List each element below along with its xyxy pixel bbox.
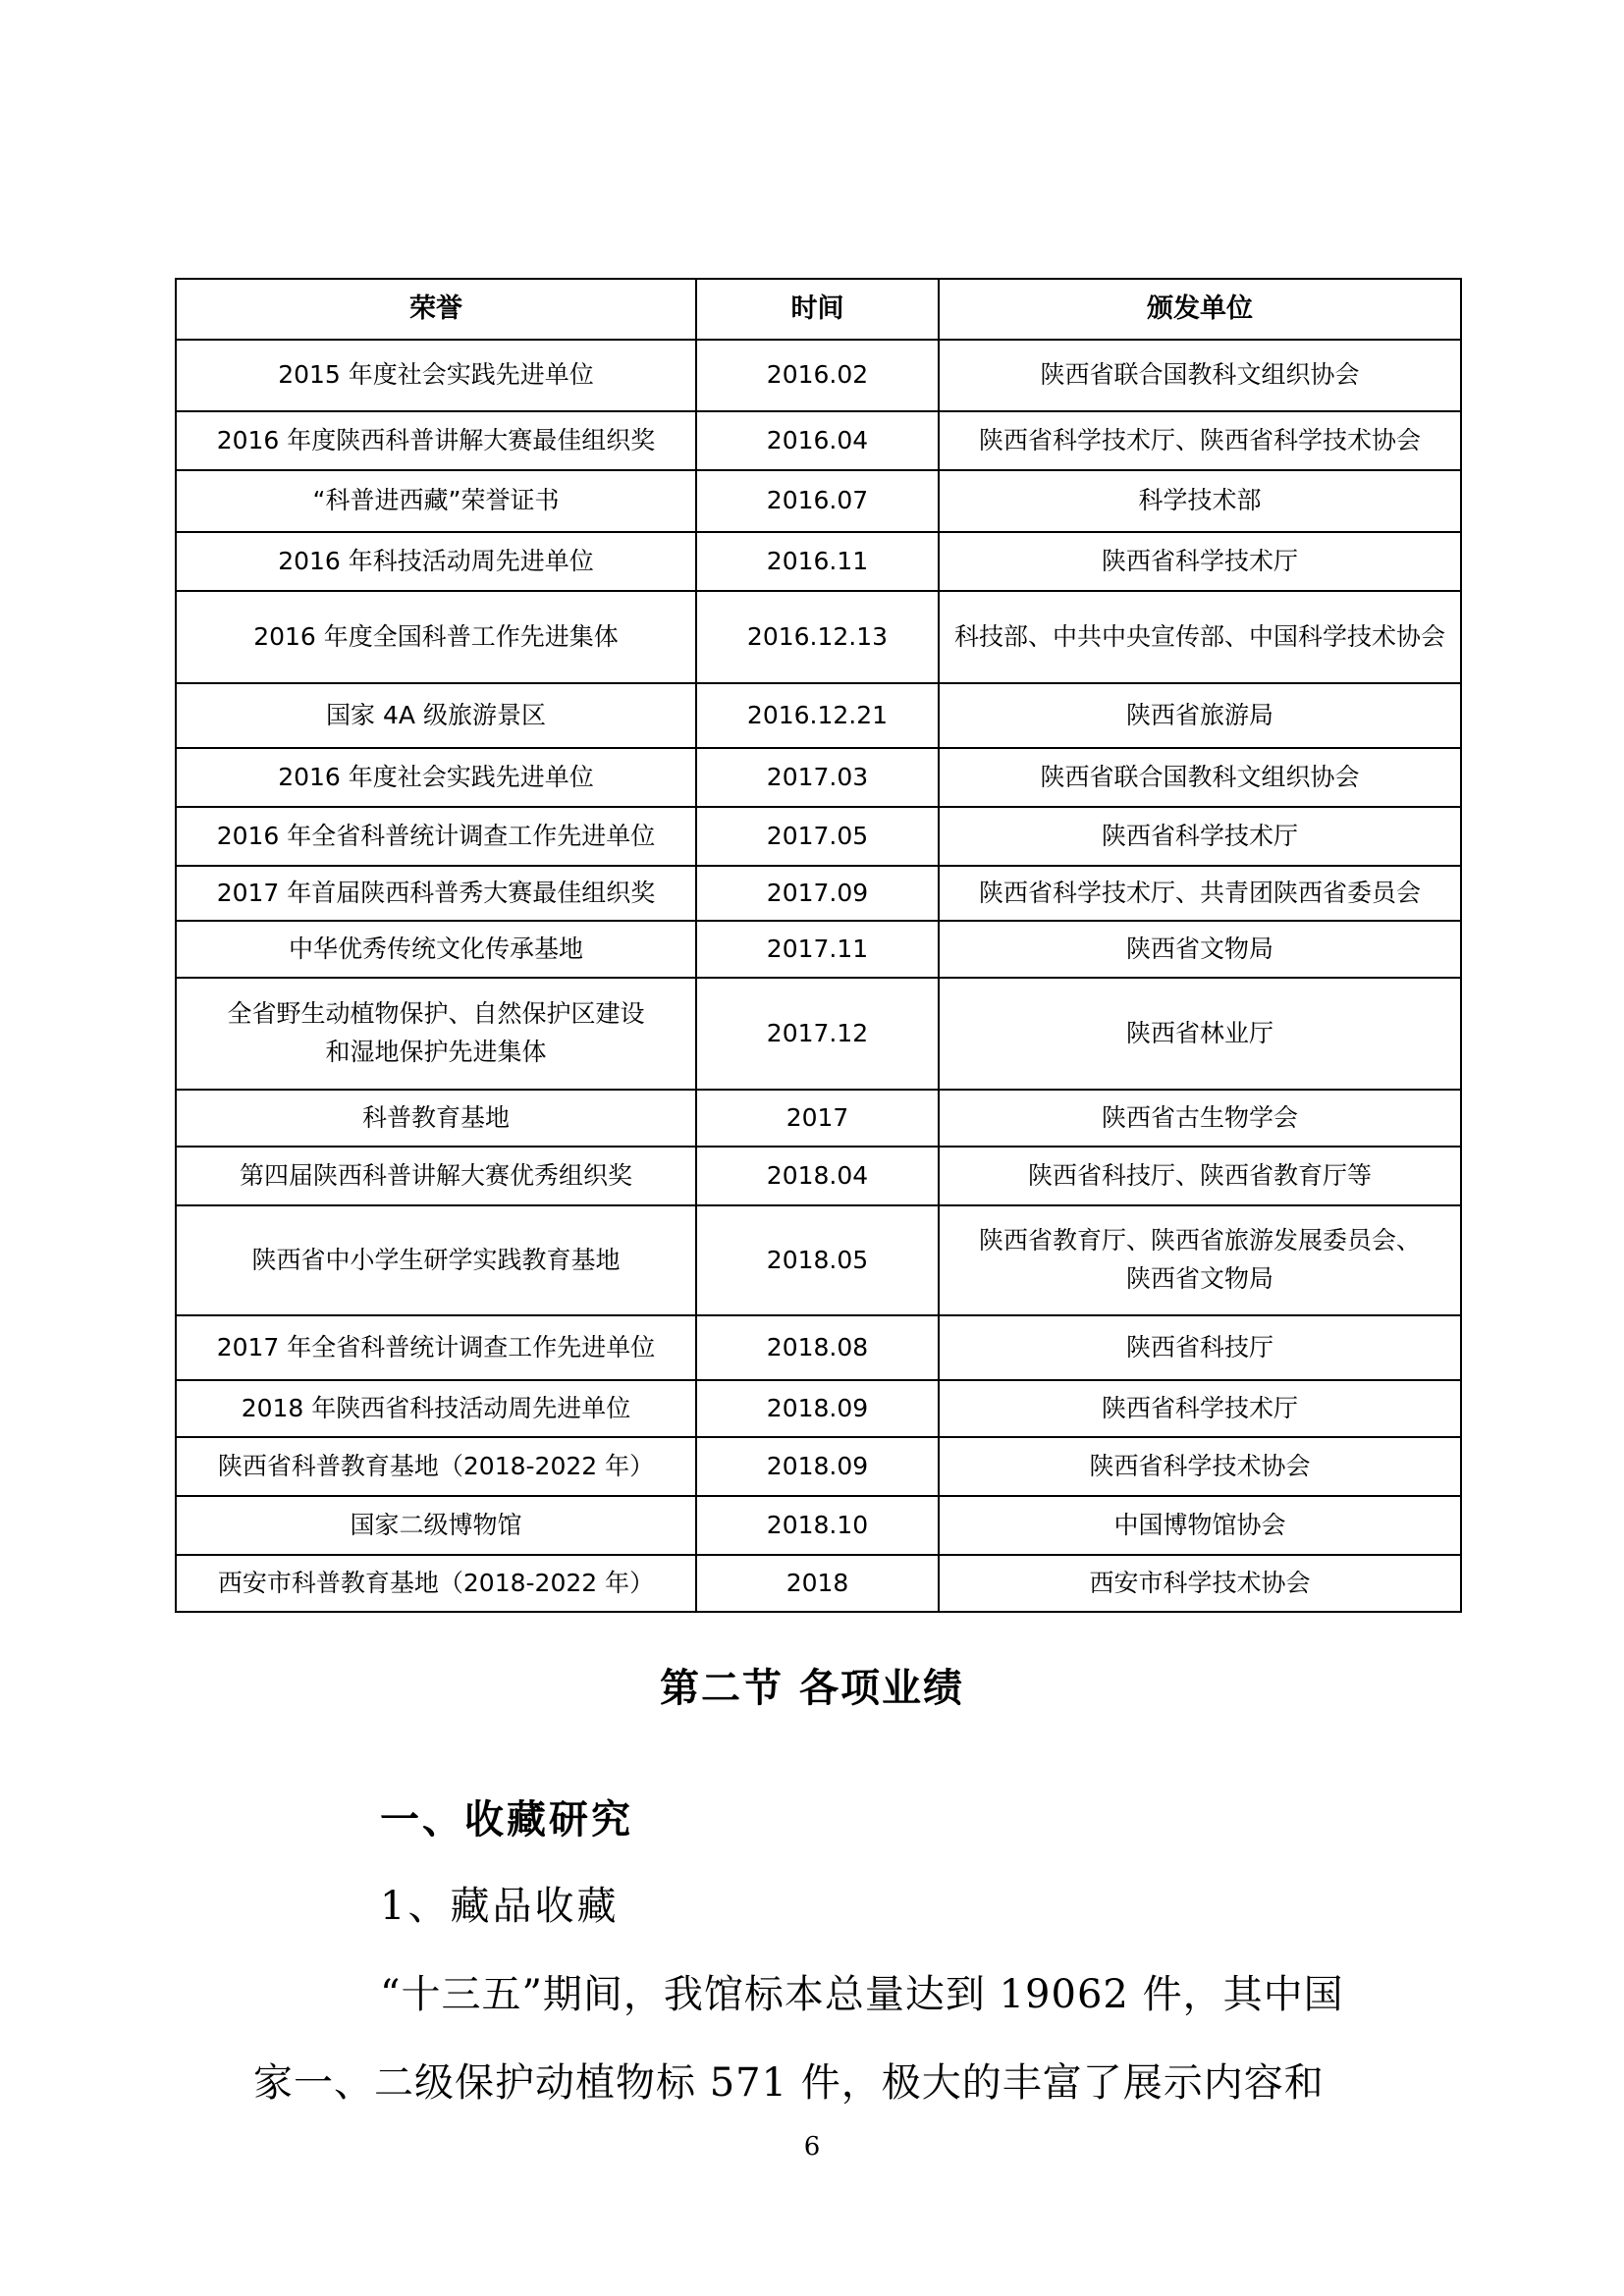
table-row (176, 1090, 1461, 1147)
table-row (176, 1437, 1461, 1496)
paragraph-line: 家一、二级保护动植物标 571 件，极大的丰富了展示内容和 (253, 2060, 1325, 2106)
honor-line: 全省野生动植物保护、自然保护区建设 (227, 999, 645, 1029)
honor-cell (176, 978, 696, 1090)
time-cell: 2016.12.21 (696, 683, 939, 748)
table-row (176, 683, 1461, 748)
honor-cell: 2017 年首届陕西科普秀大赛最佳组织奖 (176, 866, 696, 921)
time-cell: 2018.10 (696, 1496, 939, 1555)
table-row (176, 340, 1461, 411)
honor-cell: 西安市科普教育基地（2018-2022 年） (176, 1555, 696, 1612)
time-cell: 2018.09 (696, 1437, 939, 1496)
time-cell: 2018.09 (696, 1380, 939, 1437)
table-row (176, 1380, 1461, 1437)
honors-table (175, 278, 1462, 1613)
honor-cell: 陕西省中小学生研学实践教育基地 (176, 1205, 696, 1315)
issuer-cell: 陕西省科技厅 (939, 1315, 1461, 1380)
time-cell: 2016.02 (696, 340, 939, 411)
table-row (176, 921, 1461, 978)
table-row (176, 411, 1461, 470)
table-row (176, 470, 1461, 532)
time-cell: 2018.04 (696, 1147, 939, 1205)
time-cell: 2017.09 (696, 866, 939, 921)
table-row (176, 1147, 1461, 1205)
issuer-cell (939, 1205, 1461, 1315)
issuer-cell: 西安市科学技术协会 (939, 1555, 1461, 1612)
issuer-cell: 陕西省联合国教科文组织协会 (939, 748, 1461, 807)
issuer-cell: 陕西省科学技术协会 (939, 1437, 1461, 1496)
honor-cell: 2016 年度陕西科普讲解大赛最佳组织奖 (176, 411, 696, 470)
table-row (176, 1496, 1461, 1555)
table-row (176, 591, 1461, 683)
time-cell: 2017.11 (696, 921, 939, 978)
issuer-cell: 科学技术部 (939, 470, 1461, 532)
time-cell: 2016.12.13 (696, 591, 939, 683)
time-cell: 2017.03 (696, 748, 939, 807)
honor-cell: “科普进西藏”荣誉证书 (176, 470, 696, 532)
time-cell: 2017.05 (696, 807, 939, 866)
issuer-cell: 陕西省科学技术厅 (939, 1380, 1461, 1437)
honor-cell: 2016 年度社会实践先进单位 (176, 748, 696, 807)
issuer-cell: 陕西省旅游局 (939, 683, 1461, 748)
time-cell: 2018.05 (696, 1205, 939, 1315)
issuer-cell: 陕西省林业厅 (939, 978, 1461, 1090)
paragraph-line: “十三五”期间，我馆标本总量达到 19062 件，其中国 (380, 1972, 1344, 2017)
issuer-cell: 陕西省科技厅、陕西省教育厅等 (939, 1147, 1461, 1205)
section-title: 第二节 各项业绩 (660, 1665, 964, 1711)
honor-cell: 2016 年全省科普统计调查工作先进单位 (176, 807, 696, 866)
time-cell: 2017.12 (696, 978, 939, 1090)
heading-collection-research: 一、收藏研究 (380, 1796, 633, 1842)
honor-cell: 2016 年度全国科普工作先进集体 (176, 591, 696, 683)
issuer-cell: 陕西省科学技术厅 (939, 807, 1461, 866)
issuer-cell: 陕西省科学技术厅 (939, 532, 1461, 591)
table-header-row (176, 279, 1461, 340)
time-cell: 2016.04 (696, 411, 939, 470)
honor-line: 和湿地保护先进集体 (325, 1038, 547, 1066)
issuer-cell: 科技部、中共中央宣传部、中国科学技术协会 (939, 591, 1461, 683)
issuer-line: 陕西省文物局 (1125, 1264, 1273, 1293)
issuer-cell: 陕西省科学技术厅、共青团陕西省委员会 (939, 866, 1461, 921)
time-cell: 2016.11 (696, 532, 939, 591)
table-row (176, 1315, 1461, 1380)
issuer-cell: 陕西省科学技术厅、陕西省科学技术协会 (939, 411, 1461, 470)
issuer-cell: 陕西省文物局 (939, 921, 1461, 978)
time-cell: 2018.08 (696, 1315, 939, 1380)
table-row (176, 1555, 1461, 1612)
header-honor: 荣誉 (176, 279, 696, 340)
page-number: 6 (803, 2132, 821, 2162)
heading-specimen-collection: 1、藏品收藏 (380, 1884, 620, 1929)
honor-cell: 陕西省科普教育基地（2018-2022 年） (176, 1437, 696, 1496)
time-cell: 2018 (696, 1555, 939, 1612)
honor-cell: 2017 年全省科普统计调查工作先进单位 (176, 1315, 696, 1380)
honor-cell: 中华优秀传统文化传承基地 (176, 921, 696, 978)
honor-cell: 科普教育基地 (176, 1090, 696, 1147)
issuer-cell: 中国博物馆协会 (939, 1496, 1461, 1555)
table-row (176, 807, 1461, 866)
honor-cell: 国家 4A 级旅游景区 (176, 683, 696, 748)
issuer-cell: 陕西省联合国教科文组织协会 (939, 340, 1461, 411)
table-row (176, 1205, 1461, 1315)
time-cell: 2017 (696, 1090, 939, 1147)
honor-cell: 国家二级博物馆 (176, 1496, 696, 1555)
header-issuer: 颁发单位 (939, 279, 1461, 340)
issuer-cell: 陕西省古生物学会 (939, 1090, 1461, 1147)
honor-cell: 2016 年科技活动周先进单位 (176, 532, 696, 591)
issuer-line: 陕西省教育厅、陕西省旅游发展委员会、 (978, 1226, 1421, 1255)
table-row (176, 866, 1461, 921)
honor-cell: 2015 年度社会实践先进单位 (176, 340, 696, 411)
table-row (176, 748, 1461, 807)
header-time: 时间 (696, 279, 939, 340)
time-cell: 2016.07 (696, 470, 939, 532)
honor-cell: 第四届陕西科普讲解大赛优秀组织奖 (176, 1147, 696, 1205)
table-row (176, 978, 1461, 1090)
honor-cell: 2018 年陕西省科技活动周先进单位 (176, 1380, 696, 1437)
table-row (176, 532, 1461, 591)
